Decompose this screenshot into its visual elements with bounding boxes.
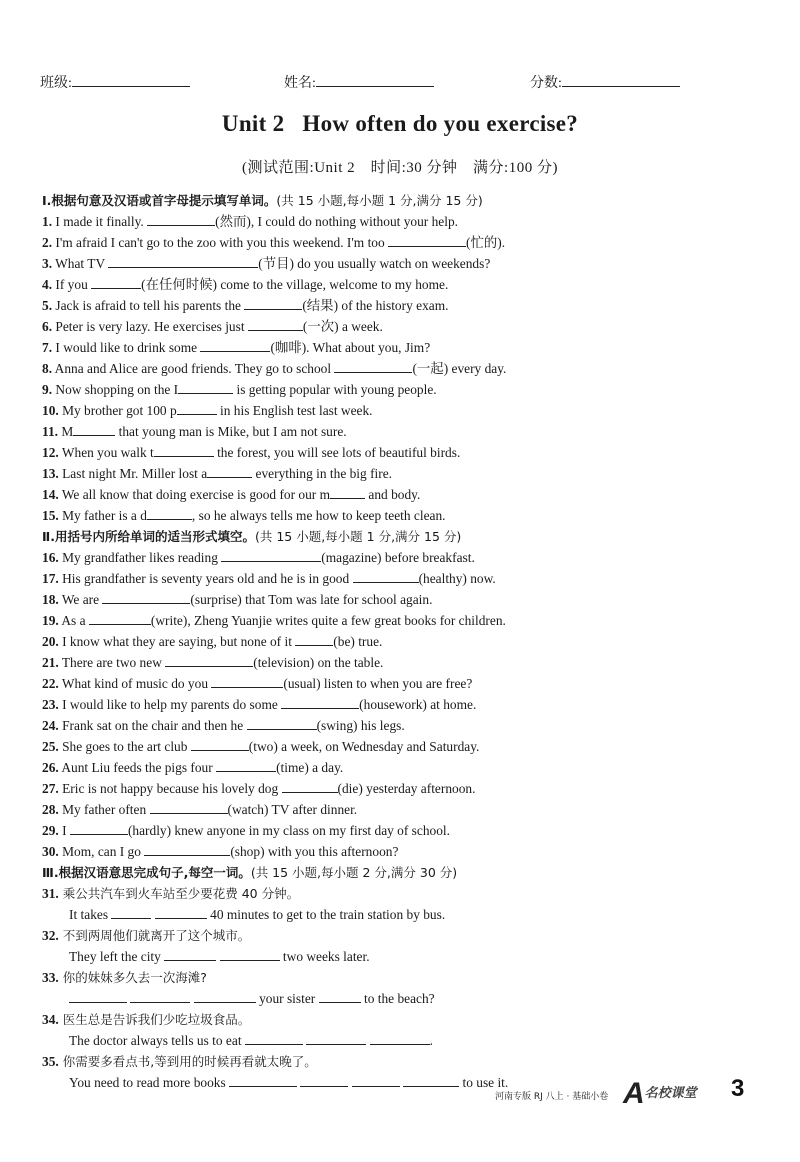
answer-blank[interactable] xyxy=(164,946,216,961)
answer-blank[interactable] xyxy=(191,736,249,751)
question-19: 19. As a (write), Zheng Yuanjie writes quite a few great books for children. xyxy=(42,610,562,631)
section-1-heading: Ⅰ.根据句意及汉语或首字母提示填写单词。(共 15 小题,每小题 1 分,满分 15 分) xyxy=(42,193,483,208)
answer-blank[interactable] xyxy=(102,589,190,604)
question-15: 15. My father is a d , so he always tells me how to keep teeth clean. xyxy=(42,505,562,526)
question-33-chinese: 33. 你的妹妹多久去一次海滩? xyxy=(42,970,207,985)
class-field xyxy=(40,72,190,92)
question-8: 8. Anna and Alice are good friends. They go to school (一起) every day. xyxy=(42,358,562,379)
answer-blank[interactable] xyxy=(352,1072,400,1087)
answer-blank[interactable] xyxy=(220,946,280,961)
question-30: 30. Mom, can I go (shop) with you this afternoon? xyxy=(42,841,562,862)
answer-blank[interactable] xyxy=(211,673,283,688)
answer-blank[interactable] xyxy=(388,232,466,247)
answer-blank[interactable] xyxy=(130,988,190,1003)
question-29: 29. I (hardly) knew anyone in my class on my first day of school. xyxy=(42,820,562,841)
section-3-heading: Ⅲ.根据汉语意思完成句子,每空一词。(共 15 小题,每小题 2 分,满分 30 分) xyxy=(42,865,458,880)
question-16: 16. My grandfather likes reading (magazine) before breakfast. xyxy=(42,547,562,568)
question-33-english: your sister to the beach? xyxy=(42,988,562,1009)
unit-question: How often do you exercise? xyxy=(302,111,579,136)
answer-blank[interactable] xyxy=(353,568,419,583)
question-14: 14. We all know that doing exercise is good for our m and body. xyxy=(42,484,562,505)
answer-blank[interactable] xyxy=(155,904,207,919)
class-label: 班级: xyxy=(40,76,72,91)
question-32-english: They left the city two weeks later. xyxy=(42,946,562,967)
answer-blank[interactable] xyxy=(295,631,333,646)
student-info-row xyxy=(40,72,690,94)
answer-blank[interactable] xyxy=(73,421,115,436)
question-22: 22. What kind of music do you (usual) listen to when you are free? xyxy=(42,673,562,694)
question-26: 26. Aunt Liu feeds the pigs four (time) a day. xyxy=(42,757,562,778)
answer-blank[interactable] xyxy=(330,484,365,499)
answer-blank[interactable] xyxy=(91,274,141,289)
name-blank[interactable] xyxy=(316,72,434,87)
answer-blank[interactable] xyxy=(207,463,252,478)
publisher-note: 河南专版 RJ 八上 · 基础小卷 xyxy=(495,1092,609,1102)
question-24: 24. Frank sat on the chair and then he (swing) his legs. xyxy=(42,715,562,736)
test-range: (测试范围:Unit 2 时间:30 分钟 满分:100 分) xyxy=(242,160,558,176)
answer-blank[interactable] xyxy=(69,988,127,1003)
answer-blank[interactable] xyxy=(165,652,253,667)
question-2: 2. I'm afraid I can't go to the zoo with you this weekend. I'm too (忙的). xyxy=(42,232,562,253)
question-5: 5. Jack is afraid to tell his parents the (结果) of the history exam. xyxy=(42,295,562,316)
answer-blank[interactable] xyxy=(111,904,151,919)
question-18: 18. We are (surprise) that Tom was late for school again. xyxy=(42,589,562,610)
answer-blank[interactable] xyxy=(281,694,359,709)
question-23: 23. I would like to help my parents do some (housework) at home. xyxy=(42,694,562,715)
question-6: 6. Peter is very lazy. He exercises just (一次) a week. xyxy=(42,316,562,337)
answer-blank[interactable] xyxy=(334,358,412,373)
page-footer xyxy=(495,1077,795,1117)
name-label: 姓名: xyxy=(284,76,316,91)
name-field xyxy=(284,72,434,92)
question-12: 12. When you walk t the forest, you will see lots of beautiful birds. xyxy=(42,442,562,463)
answer-blank[interactable] xyxy=(216,757,276,772)
question-9: 9. Now shopping on the I is getting popular with young people. xyxy=(42,379,562,400)
answer-blank[interactable] xyxy=(200,337,270,352)
question-34-english: The doctor always tells us to eat . xyxy=(42,1030,562,1051)
question-21: 21. There are two new (television) on the table. xyxy=(42,652,562,673)
question-20: 20. I know what they are saying, but none of it (be) true. xyxy=(42,631,562,652)
answer-blank[interactable] xyxy=(282,778,338,793)
question-10: 10. My brother got 100 p in his English test last week. xyxy=(42,400,562,421)
question-13: 13. Last night Mr. Miller lost a everything in the big fire. xyxy=(42,463,562,484)
answer-blank[interactable] xyxy=(150,799,228,814)
answer-blank[interactable] xyxy=(70,820,128,835)
question-27: 27. Eric is not happy because his lovely dog (die) yesterday afternoon. xyxy=(42,778,562,799)
answer-blank[interactable] xyxy=(300,1072,348,1087)
question-31-english: It takes 40 minutes to get to the train station by bus. xyxy=(42,904,562,925)
answer-blank[interactable] xyxy=(403,1072,459,1087)
question-3: 3. What TV (节目) do you usually watch on weekends? xyxy=(42,253,562,274)
score-field xyxy=(530,72,680,92)
class-blank[interactable] xyxy=(72,72,190,87)
answer-blank[interactable] xyxy=(177,400,217,415)
question-35-english: You need to read more books to use it. xyxy=(42,1072,562,1093)
answer-blank[interactable] xyxy=(245,1030,303,1045)
answer-blank[interactable] xyxy=(229,1072,297,1087)
question-34-chinese: 34. 医生总是告诉我们少吃垃圾食品。 xyxy=(42,1012,251,1027)
brand-logo xyxy=(623,1077,697,1111)
score-label: 分数: xyxy=(530,76,562,91)
question-11: 11. M that young man is Mike, but I am not sure. xyxy=(42,421,562,442)
answer-blank[interactable] xyxy=(306,1030,366,1045)
section-2-heading: Ⅱ.用括号内所给单词的适当形式填空。(共 15 小题,每小题 1 分,满分 15 分) xyxy=(42,529,462,544)
answer-blank[interactable] xyxy=(144,841,230,856)
answer-blank[interactable] xyxy=(194,988,256,1003)
answer-blank[interactable] xyxy=(247,715,317,730)
answer-blank[interactable] xyxy=(248,316,303,331)
answer-blank[interactable] xyxy=(178,379,233,394)
logo-text: 名校课堂 xyxy=(644,1086,697,1101)
question-4: 4. If you (在任何时候) come to the village, welcome to my home. xyxy=(42,274,562,295)
answer-blank[interactable] xyxy=(221,547,321,562)
answer-blank[interactable] xyxy=(89,610,151,625)
page-number: 3 xyxy=(731,1075,745,1102)
answer-blank[interactable] xyxy=(244,295,302,310)
logo-letter: A xyxy=(623,1077,645,1110)
question-35-chinese: 35. 你需要多看点书,等到用的时候再看就太晚了。 xyxy=(42,1054,317,1069)
answer-blank[interactable] xyxy=(154,442,214,457)
answer-blank[interactable] xyxy=(319,988,361,1003)
score-blank[interactable] xyxy=(562,72,680,87)
question-25: 25. She goes to the art club (two) a week, on Wednesday and Saturday. xyxy=(42,736,562,757)
question-17: 17. His grandfather is seventy years old and he is in good (healthy) now. xyxy=(42,568,562,589)
unit-label: Unit 2 xyxy=(221,111,285,136)
page-title xyxy=(0,111,800,137)
question-28: 28. My father often (watch) TV after dinner. xyxy=(42,799,562,820)
question-7: 7. I would like to drink some (咖啡). What about you, Jim? xyxy=(42,337,562,358)
question-1: 1. I made it finally. (然而), I could do nothing without your help. xyxy=(42,211,562,232)
questions xyxy=(42,190,562,1093)
question-32-chinese: 32. 不到两周他们就离开了这个城市。 xyxy=(42,928,251,943)
answer-blank[interactable] xyxy=(370,1030,430,1045)
answer-blank[interactable] xyxy=(108,253,258,268)
answer-blank[interactable] xyxy=(147,211,215,226)
question-31-chinese: 31. 乘公共汽车到火车站至少要花费 40 分钟。 xyxy=(42,886,300,901)
answer-blank[interactable] xyxy=(147,505,192,520)
